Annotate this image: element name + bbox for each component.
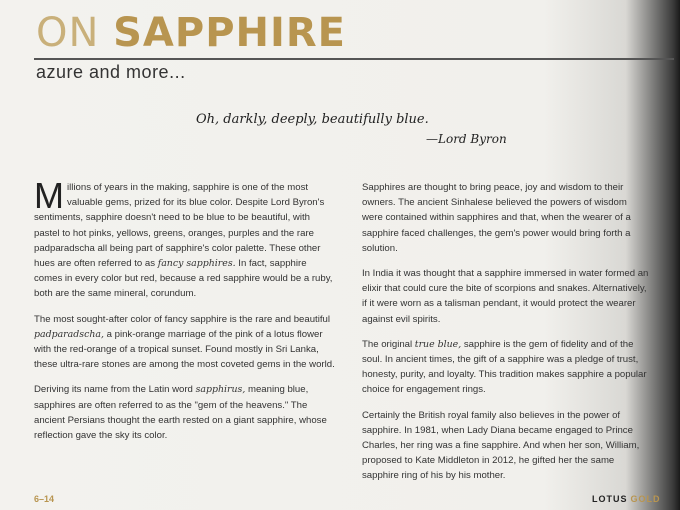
- title-word-on: ON: [36, 10, 100, 56]
- left-p1-italic: fancy sapphires.: [157, 258, 236, 270]
- right-p3-text-a: The original: [362, 338, 415, 350]
- title-word-sapphire: SAPPHIRE: [113, 10, 347, 56]
- left-paragraph-3: [34, 382, 336, 443]
- left-p1-text-a: illions of years in the making, sapphire is one of the most valuable gems, prized for its blue color. Despite Lord Byron's sentiments, sapphire doesn't need to be blue to be beautiful, with pastel to hot pinks, yellows, greens, oranges, purples and the rare padparadscha all being part of sapphire's color palette. These other hues are often referred to as: [34, 182, 325, 270]
- right-paragraph-3: [362, 337, 650, 398]
- right-p3-text-b: sapphire is the gem of fidelity and of the soul. In ancient times, the gift of a sapphire was a pledge of trust, honesty, purity, and loyalty. This tradition makes sapphire a popular choice for engagement rings.: [362, 338, 647, 396]
- right-paragraph-4: Certainly the British royal family also believes in the power of sapphire. In 1981, when Lady Diana became engaged to Prince Charles, her ring was a fine sapphire. And when her son, William, proposed to Kate Middleton in 2012, he gifted her the same sapphire ring of his by his mother.: [362, 409, 640, 482]
- left-paragraph-1: [34, 175, 336, 302]
- right-paragraph-2: In India it was thought that a sapphire immersed in water formed an elixir that could cure the bite of scorpions and snakes. Alternatively, if it were worn as a talisman pendant, it would protect the wearer against evil spirits.: [362, 268, 649, 325]
- left-p3-text-a: Deriving its name from the Latin word: [34, 384, 196, 396]
- subtitle: azure and more...: [36, 62, 186, 82]
- title-rule: [34, 58, 674, 60]
- left-paragraph-2: [34, 312, 336, 373]
- left-p2-text-a: The most sought-after color of fancy sapphire is the rare and beautiful: [34, 313, 330, 325]
- left-p3-italic: sapphirus,: [195, 384, 246, 396]
- left-p1-text-b: In fact, sapphire comes in every color but red, because a red sapphire would be a ruby, both are the same mineral, corundum.: [34, 258, 333, 300]
- left-p2-text-b: a pink-orange marriage of the pink of a lotus flower with the red-orange of a tropical sunset. Found mostly in Sri Lanka, these ultra-rare stones are among the most coveted gems in the world.: [34, 328, 335, 371]
- page-number: 6–14: [34, 494, 55, 504]
- footer-brand: [592, 494, 661, 504]
- right-column: [362, 180, 650, 494]
- left-column: [34, 175, 336, 453]
- left-p2-italic: padparadscha,: [34, 328, 104, 340]
- footer-brand-word-1: LOTUS: [592, 494, 628, 504]
- epigraph-quote: Oh, darkly, deeply, beautifully blue.: [196, 112, 429, 127]
- page-title: [36, 10, 346, 56]
- drop-cap: M: [34, 175, 64, 216]
- right-paragraph-1: Sapphires are thought to bring peace, joy and wisdom to their owners. The ancient Sinhalese believed the powers of wisdom were contained within sapphires and that, when the wearer of a sapphire faced challenges, the gem's power would bring forth a solution.: [362, 182, 631, 254]
- footer-brand-word-2: GOLD: [630, 494, 661, 504]
- right-p3-italic: true blue,: [414, 338, 462, 350]
- epigraph-attribution: —Lord Byron: [426, 132, 507, 146]
- left-p3-text-b: meaning blue, sapphires are often referred to as the "gem of the heavens." The ancient Persians thought the earth rested on a giant sapphire, whose reflection gave the sky its color.: [34, 384, 327, 442]
